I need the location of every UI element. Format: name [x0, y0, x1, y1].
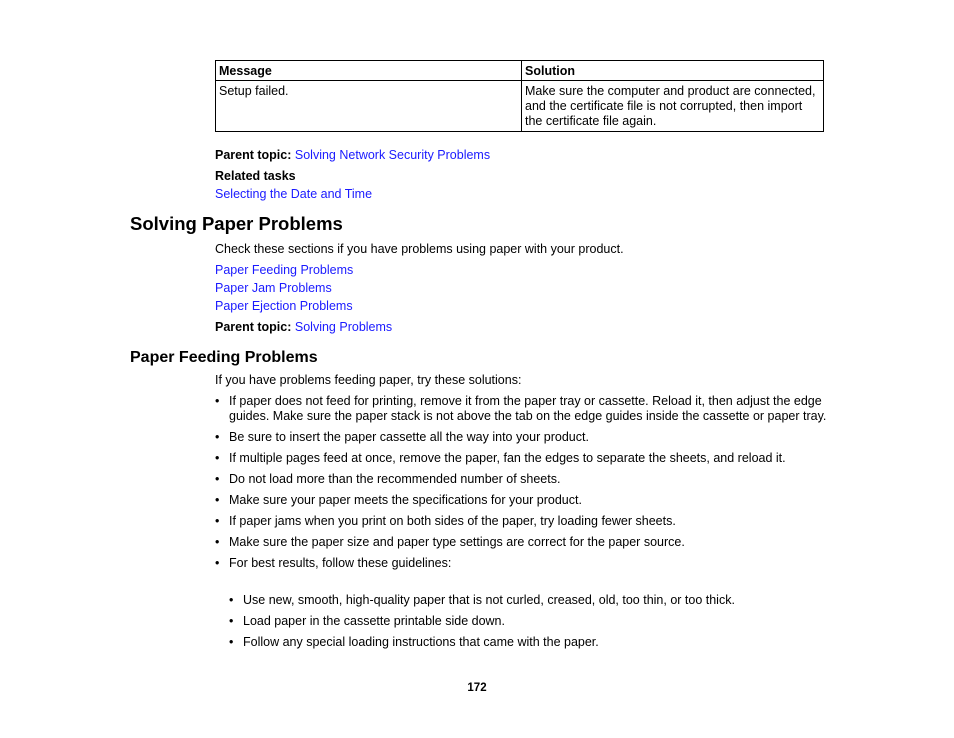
list-item [215, 514, 827, 529]
list-item-text: Make sure the paper size and paper type settings are correct for the paper source. [229, 535, 685, 549]
column-header-message: Message [216, 61, 522, 81]
list-item-text: Do not load more than the recommended number of sheets. [229, 472, 561, 486]
sub-list-item-text: Follow any special loading instructions that came with the paper. [243, 635, 599, 649]
list-item [215, 394, 827, 424]
list-item [215, 493, 827, 508]
sub-list-item-text: Use new, smooth, high-quality paper that is not curled, creased, old, too thin, or too thick. [243, 593, 735, 607]
table-header-row [216, 61, 824, 81]
list-item-text: For best results, follow these guidelines: [229, 556, 452, 570]
list-item [215, 472, 827, 487]
bullet-mark: • [215, 394, 220, 408]
section2-intro: If you have problems feeding paper, try these solutions: [215, 373, 522, 387]
bullet-mark: • [229, 635, 234, 649]
page-number: 172 [467, 682, 487, 694]
message-solution-table [215, 60, 824, 132]
list-item-text: Be sure to insert the paper cassette all the way into your product. [229, 430, 589, 444]
list-item-text: If multiple pages feed at once, remove the paper, fan the edges to separate the sheets, and reload it. [229, 451, 786, 465]
link-paper-feeding-problems[interactable]: Paper Feeding Problems [215, 263, 354, 277]
parent-topic-line-2 [215, 320, 392, 335]
parent-topic-line [215, 148, 490, 163]
link-solving-problems[interactable]: Solving Problems [294, 320, 393, 334]
list-item [215, 451, 827, 466]
bullet-mark: • [215, 535, 220, 549]
bullet-mark: • [215, 430, 220, 444]
sub-list-item [229, 635, 827, 650]
bullet-mark: • [215, 493, 220, 507]
bullet-mark: • [215, 451, 220, 465]
link-paper-jam-problems[interactable]: Paper Jam Problems [215, 281, 332, 295]
list-item-text: If paper jams when you print on both sides of the paper, try loading fewer sheets. [229, 514, 676, 528]
parent-topic-label: Parent topic: [215, 148, 292, 162]
section-title-solving-paper-problems: Solving Paper Problems [130, 213, 343, 234]
bullet-mark: • [229, 614, 234, 628]
bullet-mark: • [215, 514, 220, 528]
guidelines-sublist [229, 593, 827, 656]
list-item [215, 430, 827, 445]
related-tasks-label: Related tasks [215, 169, 296, 183]
link-paper-ejection-problems[interactable]: Paper Ejection Problems [215, 299, 353, 313]
sub-list-item-text: Load paper in the cassette printable side down. [243, 614, 505, 628]
link-selecting-date-and-time[interactable]: Selecting the Date and Time [215, 187, 373, 201]
list-item-text: If paper does not feed for printing, remove it from the paper tray or cassette. Reload it, then adjust the edge guides. Make sure the paper stack is not above the tab on the edge guides inside the cassette or paper tray. [229, 394, 827, 423]
bullet-mark: • [215, 472, 220, 486]
list-item-text: Make sure your paper meets the specifications for your product. [229, 493, 582, 507]
bullet-mark: • [215, 556, 220, 570]
sub-list-item [229, 614, 827, 629]
list-item [215, 535, 827, 550]
parent-topic-label-2: Parent topic: [215, 320, 292, 334]
bullet-mark: • [229, 593, 234, 607]
column-header-solution: Solution [522, 61, 824, 81]
sub-list-item [229, 593, 827, 608]
list-item [215, 556, 827, 571]
link-solving-network-security-problems[interactable]: Solving Network Security Problems [294, 148, 491, 162]
solutions-list [215, 394, 827, 577]
solution-cell: Make sure the computer and product are connected, and the certificate file is not corrupted, then import the certificate file again. [522, 81, 824, 132]
message-cell: Setup failed. [216, 81, 522, 132]
section-title-paper-feeding-problems: Paper Feeding Problems [130, 349, 318, 366]
section1-intro: Check these sections if you have problems using paper with your product. [215, 242, 624, 256]
table-row [216, 81, 824, 132]
